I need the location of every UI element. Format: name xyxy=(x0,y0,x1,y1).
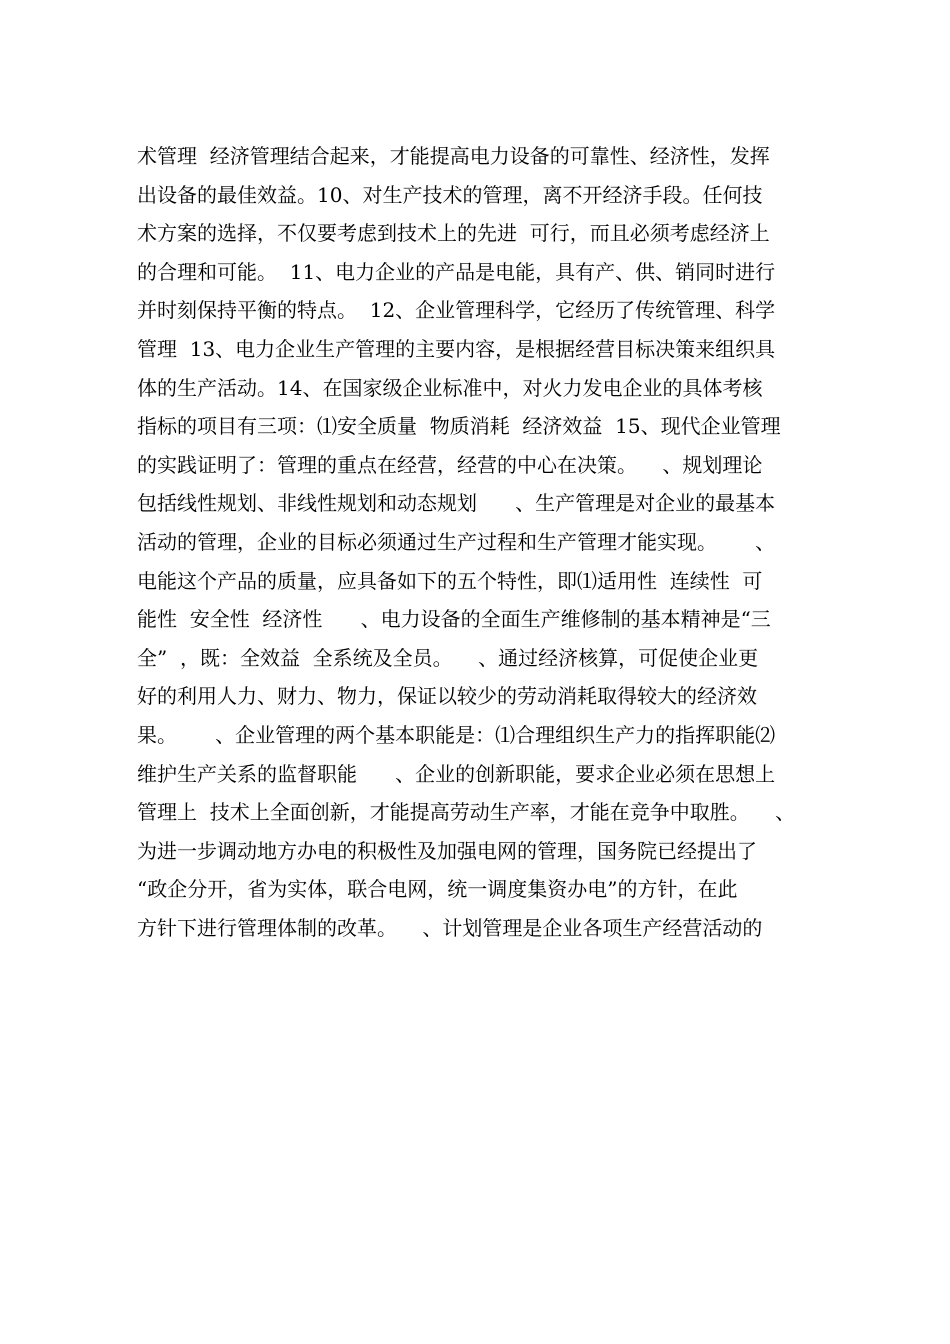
text-line: 全” ，既：全效益 全系统及全员。 、通过经济核算，可促使企业更 xyxy=(137,645,759,670)
text-line: 包括线性规划、非线性规划和动态规划 、生产管理是对企业的最基本 xyxy=(137,491,776,516)
text-line: 体的生产活动。14、在国家级企业标准中，对火力发电企业的具体考核 xyxy=(137,375,763,400)
text-line: 指标的项目有三项：⑴安全质量 物质消耗 经济效益 15、现代企业管理 xyxy=(137,414,781,439)
text-line: “政企分开，省为实体，联合电网，统一调度集资办电”的方针，在此 xyxy=(137,877,738,902)
text-line: 的合理和可能。 11、电力企业的产品是电能，具有产、供、销同时进行 xyxy=(137,259,776,284)
text-line: 维护生产关系的监督职能 、企业的创新职能，要求企业必须在思想上 xyxy=(137,761,776,786)
text-line: 能性 安全性 经济性 、电力设备的全面生产维修制的基本精神是“三 xyxy=(137,607,771,632)
text-line: 并时刻保持平衡的特点。 12、企业管理科学，它经历了传统管理、科学 xyxy=(137,298,776,323)
text-line: 的实践证明了：管理的重点在经营，经营的中心在决策。 、规划理论 xyxy=(137,452,763,477)
text-line: 管理 13、电力企业生产管理的主要内容，是根据经营目标决策来组织具 xyxy=(137,336,776,361)
text-line: 活动的管理，企业的目标必须通过生产过程和生产管理才能实现。 、 xyxy=(137,529,776,554)
text-line: 管理上 技术上全面创新，才能提高劳动生产率，才能在竞争中取胜。 、 xyxy=(137,800,796,825)
text-line: 电能这个产品的质量，应具备如下的五个特性，即⑴适用性 连续性 可 xyxy=(137,568,763,593)
text-line: 术管理 经济管理结合起来，才能提高电力设备的可靠性、经济性，发挥 xyxy=(137,144,770,168)
text-line: 果。 、企业管理的两个基本职能是：⑴合理组织生产力的指挥职能⑵ xyxy=(137,722,776,747)
text-line: 为进一步调动地方办电的积极性及加强电网的管理，国务院已经提出了 xyxy=(137,838,757,863)
body-text xyxy=(137,137,827,947)
text-line: 出设备的最佳效益。10、对生产技术的管理，离不开经济手段。任何技 xyxy=(137,182,763,207)
text-line: 术方案的选择，不仅要考虑到技术上的先进 可行，而且必须考虑经济上 xyxy=(137,221,770,246)
text-line: 好的利用人力、财力、物力，保证以较少的劳动消耗取得较大的经济效 xyxy=(137,684,757,709)
text-line: 方针下进行管理体制的改革。 、计划管理是企业各项生产经营活动的 xyxy=(137,915,763,940)
